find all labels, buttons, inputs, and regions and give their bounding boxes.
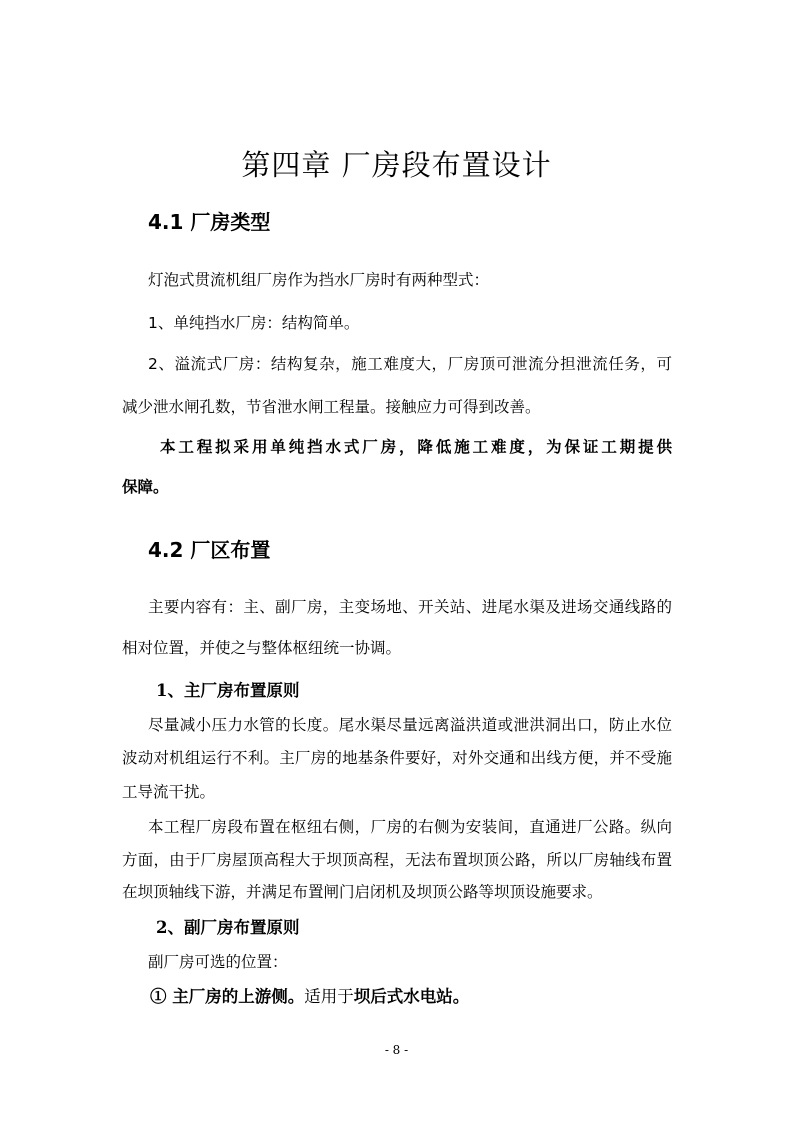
sub1-paragraph-1-line-2: 波动对机组运行不利。主厂房的地基条件要好，对外交通和出线方便，并不受施 (122, 749, 672, 767)
list-item-2-line-2: 减少泄水闸孔数，节省泄水闸工程量。接触应力可得到改善。 (122, 398, 541, 416)
paragraph-intro-4-2-line-1: 主要内容有：主、副厂房，主变场地、开关站、进尾水渠及进场交通线路的 (148, 598, 672, 616)
sub2-option-1-location: ① 主厂房的上游侧。 (150, 987, 305, 1006)
paragraph-intro-4-1: 灯泡式贯流机组厂房作为挡水厂房时有两种型式： (148, 271, 490, 289)
page-number: - 8 - (384, 1043, 409, 1057)
sub1-paragraph-2-line-2: 方面，由于厂房屋顶高程大于坝顶高程，无法布置坝顶公路，所以厂房轴线布置 (122, 851, 672, 869)
sub2-option-1-type: 坝后式水电站。 (353, 987, 470, 1006)
sub1-paragraph-1-line-1: 尽量减小压力水管的长度。尾水渠尽量远离溢洪道或泄洪洞出口，防止水位 (148, 716, 672, 734)
sub2-option-1-connector: 适用于 (304, 987, 354, 1006)
sub1-paragraph-1-line-3: 工导流干扰。 (122, 783, 216, 801)
subheading-auxiliary-powerhouse: 2、副厂房布置原则 (156, 918, 300, 937)
section-heading-4-1: 4.1 厂房类型 (148, 210, 271, 234)
sub2-option-1 (150, 983, 469, 1007)
list-item-1: 1、单纯挡水厂房：结构简单。 (148, 314, 360, 332)
subheading-main-powerhouse: 1、主厂房布置原则 (156, 681, 300, 700)
sub1-paragraph-2-line-3: 在坝顶轴线下游，并满足布置闸门启闭机及坝顶公路等坝顶设施要求。 (122, 883, 603, 901)
sub1-paragraph-2-line-1: 本工程厂房段布置在枢纽右侧，厂房的右侧为安装间，直通进厂公路。纵向 (148, 818, 672, 836)
paragraph-intro-4-2-line-2: 相对位置，并使之与整体枢纽统一协调。 (122, 639, 402, 657)
list-item-2-line-1: 2、溢流式厂房：结构复杂，施工难度大，厂房顶可泄流分担泄流任务，可 (148, 355, 672, 373)
section-heading-4-2: 4.2 厂区布置 (148, 538, 271, 562)
sub2-intro: 副厂房可选的位置： (148, 953, 288, 971)
conclusion-line-1: 本工程拟采用单纯挡水式厂房，降低施工难度，为保证工期提供 (160, 437, 672, 456)
chapter-title: 第四章 厂房段布置设计 (241, 148, 552, 182)
conclusion-line-2: 保障。 (122, 477, 169, 496)
